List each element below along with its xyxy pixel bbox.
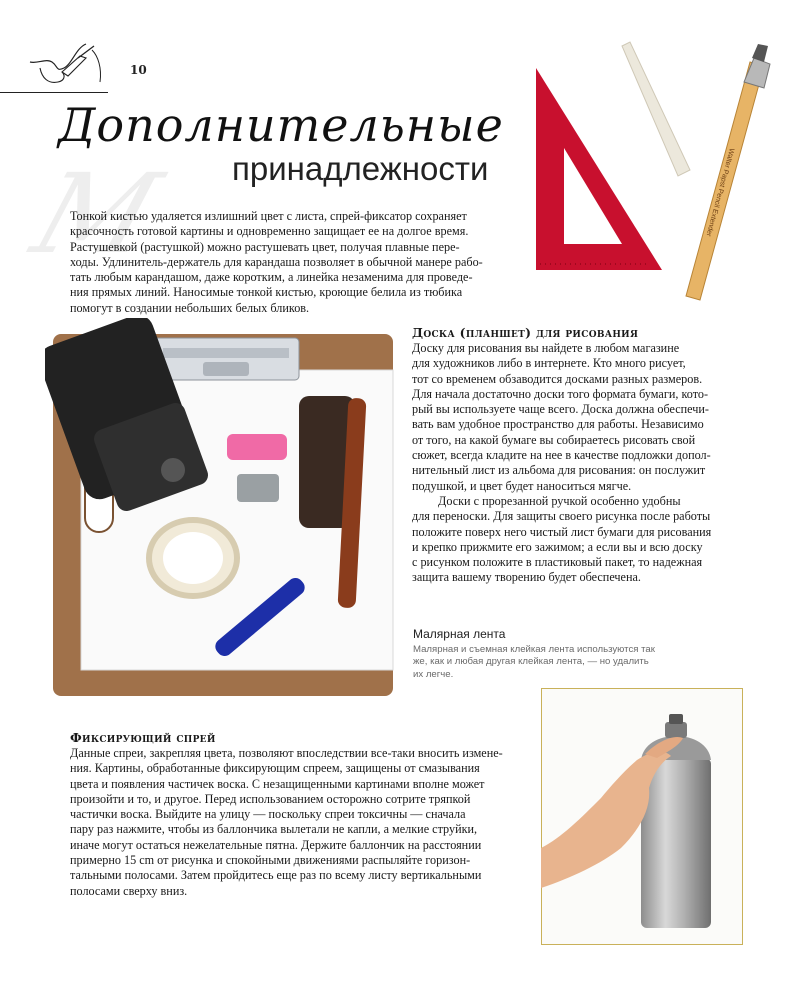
text-line: и крепко прижмите его зажимом; а если вы и всю доску	[412, 539, 703, 554]
text-line: от того, на какой бумаге вы собираетесь рисовать свой	[412, 432, 696, 447]
text-line: пару раз нажмите, чтобы из баллончика вылетали не капли, а мелкие струйки,	[70, 822, 478, 837]
gray-kneaded-eraser	[237, 474, 279, 502]
blending-stump	[622, 42, 690, 176]
text-line: с рисунком положите в пластиковый пакет, то надежная	[412, 555, 703, 570]
drawing-tools-photo	[530, 38, 780, 308]
caption-line: Малярная и съемная клейкая лента используются так	[413, 644, 655, 655]
text-line: Доски с прорезанной ручкой особенно удобны	[438, 493, 681, 508]
drawing-board-photo	[45, 318, 405, 703]
text-line: защита вашему творению будет обеспечена.	[412, 570, 641, 585]
intro-line: Растушевкой (растушкой) можно растушевать цвет, получая плавные пере-	[70, 239, 460, 254]
text-line: полосами сверху вниз.	[70, 883, 188, 898]
drawing-hand-icon	[28, 38, 128, 98]
masking-tape-roll	[149, 520, 237, 596]
spray-can	[641, 714, 711, 928]
text-line: Доску для рисования вы найдете в любом магазине	[412, 341, 680, 355]
text-line: частички воска. Выйдите на улицу — поскольку спреи токсичны — сначала	[70, 807, 466, 822]
text-line: Для начала достаточно доски того формата бумаги, кото-	[412, 386, 709, 401]
text-line: цвета и появления частичек воска. С незащищенными картинами вполне может	[70, 776, 485, 791]
board-heading: Доска (планшет) для рисования	[412, 325, 639, 340]
pencil-extender-label: Walter Papst Pencil Extender	[704, 147, 735, 237]
text-line: сюжет, всегда кладите на нее в качестве подложки допол-	[412, 448, 711, 463]
intro-line: помогут в создании небольших белых бликов.	[70, 300, 310, 315]
page-number: 10	[130, 63, 147, 77]
text-line: вать вам удобное пространство для работы. Независимо	[412, 417, 704, 432]
text-line: ния. Картины, обработанные фиксирующим спреем, защищены от смазывания	[70, 761, 480, 776]
intro-line: тать любым карандашом, даже коротким, а линейка незаменима для проведе-	[70, 270, 473, 285]
page-title-script: Дополнительные	[58, 98, 504, 152]
intro-line: ния прямых линий. Наносимые тонкой кистью, кроющие белила из тюбика	[70, 285, 463, 300]
text-line: рый вы используете чаще всего. Доска должна обеспечи-	[412, 402, 709, 417]
spray-heading: Фиксирующий спрей	[70, 730, 216, 745]
text-line: примерно 15 cm от рисунка и спокойными движениями распыляйте горизон-	[70, 853, 471, 868]
intro-line: красочность готовой картины и одновременно защищает ее на долгое время.	[70, 224, 469, 239]
pink-eraser	[227, 434, 287, 460]
intro-paragraph	[70, 209, 520, 316]
text-line: тот со временем обзаводится досками разных размеров.	[412, 371, 703, 386]
caption-body	[413, 644, 683, 681]
pencil-extender	[686, 44, 770, 300]
caption-line: же, как и любая другая клейкая лента, — но удалить	[413, 656, 649, 668]
drawing-board-section	[412, 325, 742, 586]
title-watermark: М	[19, 150, 168, 278]
header-rule	[0, 92, 108, 93]
board-paragraph-1	[412, 341, 742, 494]
page-title-subtitle: принадлежности	[232, 150, 489, 187]
caption-title: Малярная лента	[413, 627, 506, 641]
text-line: иначе могут остаться нежелательные пятна. Держите баллончик на расстоянии	[70, 837, 482, 852]
board-paragraph-2	[412, 494, 742, 586]
text-line: тальными полосами. Затем пройдитесь еще раз по всему листу вертикальными	[70, 868, 482, 883]
text-line: нительный лист из альбома для рисования: он послужит	[412, 463, 706, 478]
text-line: подушкой, и цвет будет наноситься мягче.	[412, 478, 632, 493]
intro-line: Тонкой кистью удаляется излишний цвет с листа, спрей-фиксатор сохраняет	[70, 209, 467, 223]
spray-paragraph	[70, 746, 530, 899]
text-line: для переноски. Для защиты своего рисунка после работы	[412, 509, 711, 524]
intro-line: ходы. Удлинитель-держатель для карандаша позволяет в обычной манере рабо-	[70, 254, 483, 269]
text-line: положите поверх него чистый лист бумаги для рисования	[412, 524, 712, 539]
caption-line: их легче.	[413, 668, 454, 680]
masking-tape-caption	[413, 627, 683, 681]
spray-can-photo	[541, 688, 743, 945]
board-clip	[153, 338, 299, 380]
set-square-ruler	[536, 68, 662, 270]
fixative-spray-section	[70, 730, 530, 899]
text-line: произойти и то, и другое. Перед использованием осторожно сотрите тряпкой	[70, 791, 471, 806]
text-line: для художников либо в интернете. Кто много рисует,	[412, 356, 686, 371]
text-line: Данные спреи, закрепляя цвета, позволяют впоследствии все-таки вносить измене-	[70, 746, 503, 760]
